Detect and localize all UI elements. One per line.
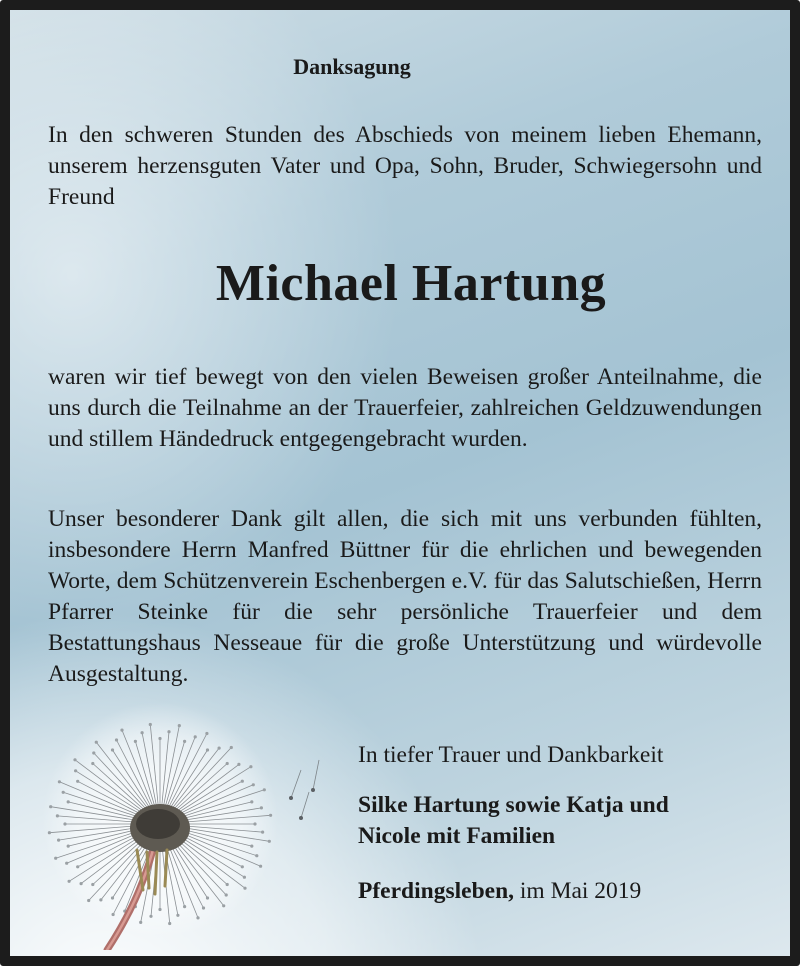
intro-paragraph: In den schweren Stunden des Abschieds von meinem lieben Ehemann, unserem herzensguten Vater und Opa, Sohn, Bruder, Schwiegersohn und Freund [48,122,762,210]
place-date-line [358,876,641,907]
place: Pferdingsleben, [358,878,515,904]
heading: Danksagung [293,54,411,79]
family-line-2: Nicole mit Familien [358,823,556,849]
dandelion-icon [25,700,345,950]
closing-line: In tiefer Trauer und Dankbarkeit [358,742,664,768]
date: im Mai 2019 [519,878,642,904]
family-signature [358,790,669,852]
family-line-1: Silke Hartung sowie Katja und [358,792,669,818]
deceased-name: Michael Hartung [215,255,607,312]
thanks-paragraph: waren wir tief bewegt von den vielen Beweisen großer Anteilnahme, die uns durch die Teilnahme an der Trauerfeier, zahlreichen Geldzuwendungen und stillem Händedruck entgegengebracht wurden. [48,364,762,452]
special-thanks-paragraph: Unser besonderer Dank gilt allen, die sich mit uns verbunden fühlten, insbesondere Herrn Manfred Büttner für die ehrlichen und bewegenden Worte, dem Schützenverein Eschenbergen e.V. für das Salutschießen, Herrn Pfarrer Steinke für die sehr persönliche Trauerfeier und dem Bestattungshaus Nesseaue für die große Unterstützung und würdevolle Ausgestaltung. [48,506,762,687]
